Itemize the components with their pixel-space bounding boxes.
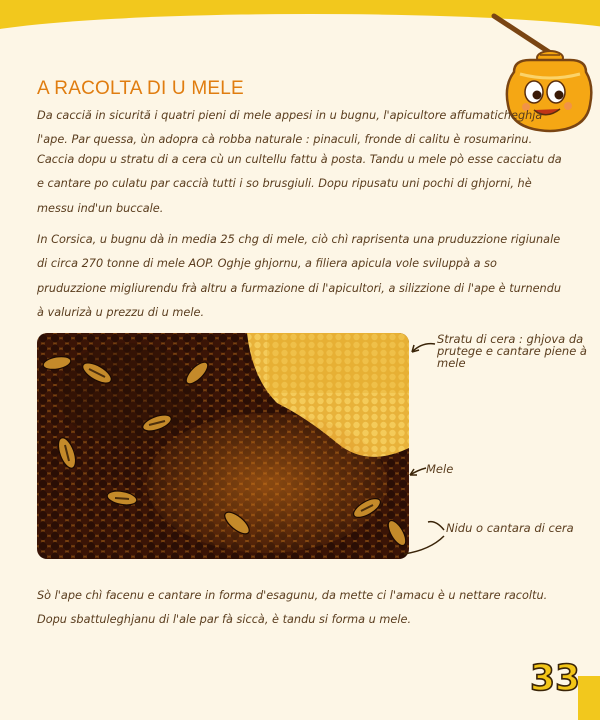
label-honey: Mele [426,462,454,476]
paragraph-3: In Corsica, u bugnu dà in media 25 chg di mele, ciò chì raprisenta una pruduzzione rigiunale di circa 270 tonne di mele AOP. Oghje ghjornu, a filiera apicula vole sviluppà a so pruduzzione migliurendu frà altru a furmazione di l'apicultori, a silizzione di l'ape è turnendu à valurizà u prezzu di u mele. [37,233,562,320]
honeycomb-photo [37,333,409,559]
paragraph-2: Caccia dopu u stratu di a cera cù un cultellu fattu à posta. Tandu u mele pò esse cacciatu da e cantare po culatu par caccià tutti i so brusgiuli. Dopu ripusatu uni pochi di ghjorni, hè messu ind'un buccale. [37,153,562,215]
page-title: A RACOLTA DI U MELE [37,78,244,99]
paragraph-4: Sò l'ape chì facenu e cantare in forma d'esagunu, da mette ci l'amacu è u nettare racoltu. Dopu sbattuleghjanu di l'ale par fà siccà, è tandu si forma u mele. [37,589,548,627]
paragraph-1: Da cacciă in sicurită i quatri pieni di mele appesi in u bugnu, l'apicultore affumaticheghja l'ape. Par quessa, ùn adopra cà robba naturale : pinaculi, fronde di calitu è rosumarinu. [37,109,543,147]
bottom-band [578,676,600,720]
honeycomb-image [37,333,409,559]
page-number: 33 [530,658,581,699]
label-cells: Nidu o cantara di cera [446,521,574,535]
label-wax-layer: Stratu di cera : ghjova da prutege e cantare piene à mele [437,332,587,370]
